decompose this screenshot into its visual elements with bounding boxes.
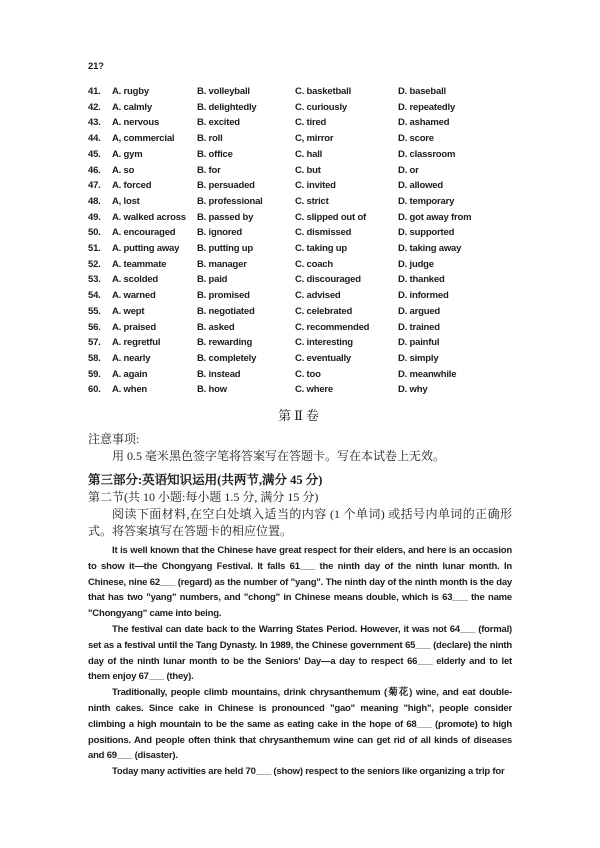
question-number: 50. xyxy=(88,227,101,239)
question-number: 47. xyxy=(88,180,101,192)
option-d: D. got away from xyxy=(398,211,472,223)
option-a: A. praised xyxy=(112,321,156,333)
option-d: D. baseball xyxy=(398,86,446,97)
passage-paragraph-1: It is well known that the Chinese have great respect for their elders, and here is an occasion to show it—the Chongyang Festival. It falls 61___ the ninth day of the ninth lunar month. In Chinese, nine 62___ (regard) as the number of "yang". The ninth day of the ninth month is the day that has two "yang" numbers, and "chong" in Chinese means double, which is 63___ the name "Chongyang" came into being. xyxy=(88,545,512,620)
option-d: D. painful xyxy=(398,337,440,349)
option-b: B. asked xyxy=(197,321,235,333)
option-row xyxy=(88,367,512,383)
option-b: B. ignored xyxy=(197,227,242,239)
option-a: A. putting away xyxy=(112,243,180,255)
option-d: D. why xyxy=(398,384,428,396)
question-number: 49. xyxy=(88,211,101,223)
question-number: 41. xyxy=(88,86,101,97)
passage-paragraph-4: Today many activities are held 70___ (show) respect to the seniors like organizing a trip for xyxy=(112,766,505,778)
option-c: C. taking up xyxy=(295,243,347,255)
section2-heading: 第二节(共 10 小题:每小题 1.5 分, 满分 15 分) xyxy=(88,490,319,505)
option-a: A. rugby xyxy=(112,86,149,97)
notice-text: 用 0.5 毫米黑色签字笔将答案写在答题卡。写在本试卷上无效。 xyxy=(112,449,446,464)
question-number: 52. xyxy=(88,258,101,270)
option-b: B. negotiated xyxy=(197,305,255,317)
option-row xyxy=(88,335,512,351)
option-c: C. too xyxy=(295,368,321,380)
option-row xyxy=(88,351,512,367)
question-number: 58. xyxy=(88,352,101,364)
option-c: C. recommended xyxy=(295,321,370,333)
option-d: D. allowed xyxy=(398,180,443,192)
question-number: 55. xyxy=(88,305,101,317)
cloze-options-table xyxy=(88,84,512,398)
option-d: D. informed xyxy=(398,290,449,302)
option-row xyxy=(88,257,512,273)
option-c: C. curiously xyxy=(295,101,347,113)
question-number: 60. xyxy=(88,384,101,396)
question-number: 43. xyxy=(88,117,101,129)
option-c: C. hall xyxy=(295,148,323,160)
option-b: B. passed by xyxy=(197,211,254,223)
option-d: D. trained xyxy=(398,321,440,333)
option-a: A. gym xyxy=(112,148,143,160)
stray-text: 21? xyxy=(88,61,104,72)
option-row xyxy=(88,288,512,304)
option-d: D. supported xyxy=(398,227,455,239)
option-b: B. excited xyxy=(197,117,240,129)
section2-instructions: 阅读下面材料,在空白处填入适当的内容 (1 个单词) 或括号内单词的正确形式。将答案填写在答题卡的相应位置。 xyxy=(88,507,512,539)
option-b: B. instead xyxy=(197,368,241,380)
question-number: 46. xyxy=(88,164,101,176)
option-a: A. nearly xyxy=(112,352,151,364)
option-d: D. simply xyxy=(398,352,439,364)
option-d: D. thanked xyxy=(398,274,445,286)
cloze-passage xyxy=(88,543,512,780)
option-row xyxy=(88,210,512,226)
option-d: D. repeatedly xyxy=(398,101,456,113)
question-number: 42. xyxy=(88,101,101,113)
option-d: D. or xyxy=(398,164,419,176)
option-row xyxy=(88,100,512,116)
option-c: C. interesting xyxy=(295,337,353,349)
volume-2-title: 第Ⅱ卷 xyxy=(278,408,322,424)
part3-heading: 第三部分:英语知识运用(共两节,满分 45 分) xyxy=(88,473,323,488)
option-b: B. for xyxy=(197,164,221,176)
option-d: D. taking away xyxy=(398,243,462,255)
option-d: D. meanwhile xyxy=(398,368,457,380)
question-number: 45. xyxy=(88,148,101,160)
option-d: D. argued xyxy=(398,305,441,317)
option-a: A. walked across xyxy=(112,211,186,223)
option-b: B. promised xyxy=(197,290,250,302)
question-number: 57. xyxy=(88,337,101,349)
option-row xyxy=(88,115,512,131)
option-a: A. wept xyxy=(112,305,145,317)
question-number: 54. xyxy=(88,290,101,302)
option-a: A. forced xyxy=(112,180,152,192)
option-b: B. professional xyxy=(197,195,263,207)
option-c: C. celebrated xyxy=(295,305,353,317)
option-c: C. invited xyxy=(295,180,336,192)
option-b: B. office xyxy=(197,148,233,160)
option-a: A. regretful xyxy=(112,337,161,349)
question-number: 59. xyxy=(88,368,101,380)
option-b: B. persuaded xyxy=(197,180,255,192)
option-row xyxy=(88,320,512,336)
passage-paragraph-3: Traditionally, people climb mountains, drink chrysanthemum (菊花) wine, and eat double-ninth cakes. Since cake in Chinese is pronounced "gao" meaning "high", people consider climbing a high mountain to be the same as eating cake in the hope of 68___ (promote) to high positions. And people often think that chrysanthemum wine can get rid of all kinds of diseases and 69___ (disaster). xyxy=(88,687,512,762)
option-d: D. temporary xyxy=(398,195,455,207)
option-d: D. classroom xyxy=(398,148,456,160)
question-number: 56. xyxy=(88,321,101,333)
option-b: B. volleyball xyxy=(197,86,250,97)
option-d: D. score xyxy=(398,133,434,145)
question-number: 48. xyxy=(88,195,101,207)
option-a: A. so xyxy=(112,164,135,176)
option-d: D. ashamed xyxy=(398,117,450,129)
option-c: C. where xyxy=(295,384,333,396)
question-number: 53. xyxy=(88,274,101,286)
option-c: C. coach xyxy=(295,258,333,270)
option-row xyxy=(88,194,512,210)
option-b: B. rewarding xyxy=(197,337,253,349)
option-a: A. nervous xyxy=(112,117,160,129)
option-b: B. putting up xyxy=(197,243,253,255)
option-a: A. calmly xyxy=(112,101,152,113)
option-row xyxy=(88,272,512,288)
option-c: C, mirror xyxy=(295,133,334,145)
option-row xyxy=(88,178,512,194)
option-c: C. eventually xyxy=(295,352,352,364)
option-b: B. manager xyxy=(197,258,247,270)
option-row xyxy=(88,84,512,100)
option-a: A. when xyxy=(112,384,148,396)
option-row xyxy=(88,163,512,179)
option-c: C. but xyxy=(295,164,321,176)
question-number: 51. xyxy=(88,243,101,255)
option-b: B. completely xyxy=(197,352,257,364)
option-b: B. how xyxy=(197,384,227,396)
option-b: B. roll xyxy=(197,133,223,145)
option-b: B. delightedly xyxy=(197,101,257,113)
notice-label: 注意事项: xyxy=(88,432,140,447)
option-a: A. again xyxy=(112,368,148,380)
option-a: A. encouraged xyxy=(112,227,176,239)
option-c: C. dismissed xyxy=(295,227,352,239)
option-row xyxy=(88,304,512,320)
option-c: C. slipped out of xyxy=(295,211,367,223)
option-a: A, lost xyxy=(112,195,140,207)
option-b: B. paid xyxy=(197,274,228,286)
option-row xyxy=(88,131,512,147)
option-a: A, commercial xyxy=(112,133,175,145)
passage-paragraph-2: The festival can date back to the Warring States Period. However, it was not 64___ (formal) set as a festival until the Tang Dynasty. In 1989, the Chinese government 65___ (declare) the ninth day of the ninth lunar month to be the Seniors' Day—a day to respect 66___ elderly and to let them enjoy 67___ (they). xyxy=(88,624,512,683)
option-a: A. warned xyxy=(112,290,156,302)
option-d: D. judge xyxy=(398,258,434,270)
option-row xyxy=(88,225,512,241)
option-c: C. advised xyxy=(295,290,341,302)
question-number: 44. xyxy=(88,133,101,145)
option-c: C. discouraged xyxy=(295,274,361,286)
option-row xyxy=(88,382,512,398)
option-a: A. scolded xyxy=(112,274,159,286)
option-c: C. strict xyxy=(295,195,329,207)
option-c: C. tired xyxy=(295,117,327,129)
option-row xyxy=(88,147,512,163)
option-row xyxy=(88,241,512,257)
option-c: C. basketball xyxy=(295,86,352,97)
option-a: A. teammate xyxy=(112,258,167,270)
